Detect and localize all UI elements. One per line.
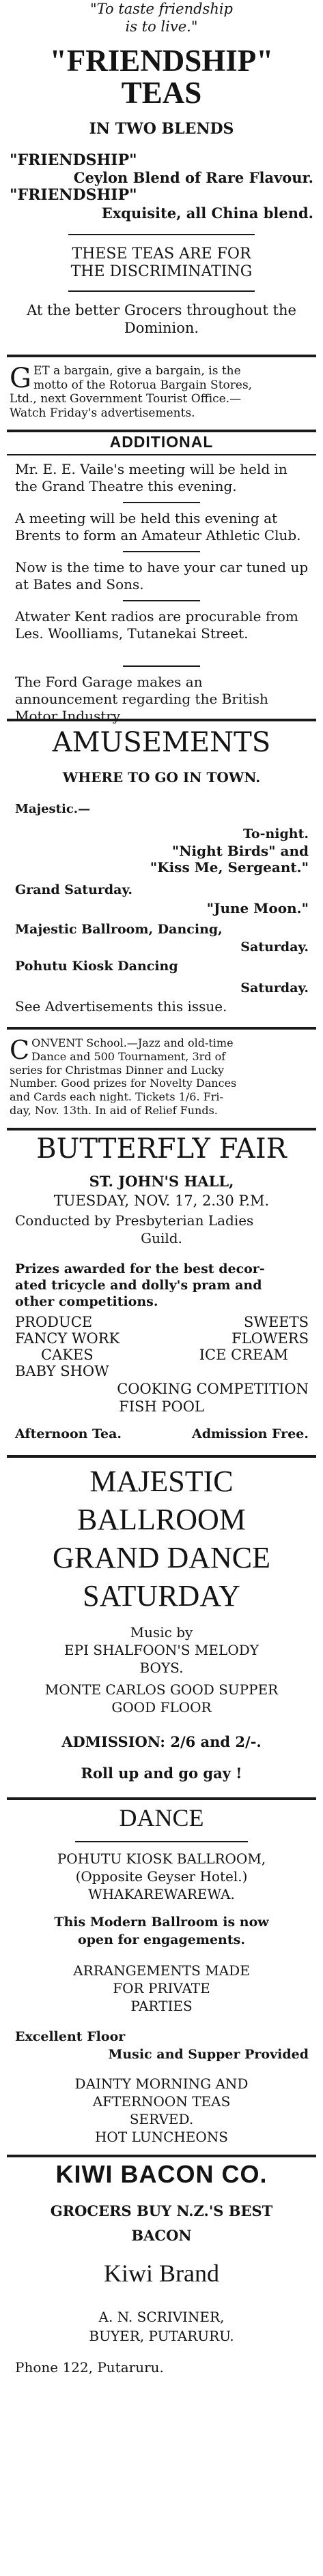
excellent-floor: Excellent Floor: [15, 2029, 126, 2044]
grand-saturday: Grand Saturday.: [15, 882, 132, 897]
additional-item: A meeting will be held this evening at Brents to form an Amateur Athletic Club.: [15, 510, 301, 543]
divider: [123, 600, 200, 601]
blend1-name: "FRIENDSHIP": [10, 151, 137, 169]
grocers-buy: GROCERS BUY N.Z.'S BEST: [50, 2202, 273, 2219]
additional-item: Atwater Kent radios are procurable from Les. Woolliams, Tutanekai Street.: [15, 608, 298, 642]
modern-line-2: open for engagements.: [78, 1932, 245, 1947]
saturday-1: Saturday.: [240, 940, 309, 955]
cakes: CAKES: [41, 1347, 94, 1363]
venue-line-1: POHUTU KIOSK BALLROOM,: [57, 1851, 266, 1867]
section-rule: [7, 1797, 316, 1800]
prizes-line-3: other competitions.: [15, 1294, 158, 1309]
cooking-competition: COOKING COMPETITION: [117, 1381, 309, 1397]
bargain-line-3: Ltd., next Government Tourist Office.—: [10, 392, 242, 406]
produce: PRODUCE: [15, 1314, 93, 1330]
section-rule: [7, 1128, 316, 1130]
friendship-title: "FRIENDSHIP": [49, 44, 274, 78]
amusements-heading: AMUSEMENTS: [52, 727, 271, 758]
butterfly-fair-title: BUTTERFLY FAIR: [36, 1133, 287, 1165]
fair-date: TUESDAY, NOV. 17, 2.30 P.M.: [53, 1193, 270, 1209]
baby-show: BABY SHOW: [15, 1363, 109, 1379]
hall-name: ST. JOHN'S HALL,: [89, 1173, 234, 1190]
tagline-2: THE DISCRIMINATING: [70, 263, 253, 280]
band-name-2: BOYS.: [139, 1660, 184, 1676]
additional-heading: ADDITIONAL: [109, 433, 214, 451]
section-rule: [7, 2155, 316, 2157]
saturday-line: SATURDAY: [83, 1579, 240, 1613]
bacon-line: BACON: [131, 2227, 192, 2244]
section-rule: [7, 430, 316, 432]
conducted-by-1: Conducted by Presbyterian Ladies: [15, 1212, 254, 1229]
convent-line-5: and Cards each night. Tickets 1/6. Fri-: [10, 1090, 223, 1104]
grand-dance-line: GRAND DANCE: [53, 1541, 270, 1574]
two-blends: IN TWO BLENDS: [89, 120, 234, 138]
convent-line-6: day, Nov. 13th. In aid of Relief Funds.: [10, 1104, 218, 1118]
arrangements-line-3: PARTIES: [130, 1998, 193, 2014]
conducted-by-2: Guild.: [141, 1230, 182, 1246]
afternoon-tea: Afternoon Tea.: [15, 1426, 122, 1441]
dance-heading: DANCE: [119, 1804, 204, 1831]
buyer-name: A. N. SCRIVINER,: [98, 2309, 225, 2325]
convent-line-3: series for Christmas Dinner and Lucky: [10, 1063, 225, 1077]
supper-line-2: GOOD FLOOR: [111, 1699, 212, 1716]
additional-item: Mr. E. E. Vaile's meeting will be held in the Grand Theatre this evening.: [15, 461, 287, 494]
teas-line-3: SERVED.: [129, 2111, 194, 2127]
quote-line-1: "To taste friendship: [89, 1, 233, 17]
teas-line-2: AFTERNOON TEAS: [92, 2093, 231, 2110]
dropcap-letter: C: [10, 1035, 30, 1065]
roll-up: Roll up and go gay !: [81, 1765, 242, 1782]
modern-line-1: This Modern Ballroom is now: [54, 1915, 269, 1930]
section-rule: [7, 355, 316, 357]
venue-line-3: WHAKAREWAREWA.: [88, 1886, 235, 1902]
rotorua-bargain-ad: [10, 364, 313, 421]
sweets: SWEETS: [243, 1314, 309, 1330]
saturday-2: Saturday.: [240, 980, 309, 995]
prizes-line-2: ated tricycle and dolly's pram and: [15, 1278, 262, 1293]
ice-cream: ICE CREAM: [199, 1347, 288, 1363]
divider: [68, 234, 255, 235]
majestic-ballroom-dancing: Majestic Ballroom, Dancing,: [15, 922, 223, 937]
prizes-line-1: Prizes awarded for the best decor-: [15, 1261, 265, 1276]
additional-item: Now is the time to have your car tuned up at Bates and Sons.: [15, 559, 309, 593]
divider: [123, 551, 200, 552]
ballroom-line: BALLROOM: [77, 1503, 246, 1536]
divider: [123, 502, 200, 503]
music-by: Music by: [130, 1624, 193, 1641]
admission-free: Admission Free.: [191, 1426, 309, 1441]
teas-title: TEAS: [121, 76, 202, 110]
section-rule: [7, 719, 316, 721]
june-moon: "June Moon.": [206, 900, 309, 916]
convent-line-2: Dance and 500 Tournament, 3rd of: [31, 1049, 226, 1063]
fish-pool: FISH POOL: [119, 1398, 204, 1415]
divider: [75, 1841, 248, 1842]
kiss-me-sergeant: "Kiss Me, Sergeant.": [150, 859, 309, 875]
hot-luncheons: HOT LUNCHEONS: [94, 2129, 229, 2145]
music-supper-provided: Music and Supper Provided: [108, 2047, 309, 2062]
additional-item: The Ford Garage makes an announcement regarding the British Motor Industry.: [15, 674, 268, 724]
section-rule: [7, 1027, 316, 1030]
buyer-location: BUYER, PUTARURU.: [89, 2328, 234, 2344]
venue-line-2: (Opposite Geyser Hotel.): [75, 1868, 248, 1885]
grocers-line-1: At the better Grocers throughout the: [27, 302, 296, 318]
flowers: FLOWERS: [231, 1330, 309, 1347]
band-name-1: EPI SHALFOON'S MELODY: [64, 1642, 259, 1658]
supper-line-1: MONTE CARLOS GOOD SUPPER: [44, 1681, 279, 1698]
dropcap-letter: G: [10, 363, 31, 394]
pohutu-kiosk-dancing: Pohutu Kiosk Dancing: [15, 959, 178, 974]
admission-prices: ADMISSION: 2/6 and 2/-.: [61, 1733, 262, 1750]
phone-number: Phone 122, Putaruru.: [15, 2359, 164, 2376]
bargain-line-2: motto of the Rotorua Bargain Stores,: [33, 378, 253, 392]
amusements-subheading: WHERE TO GO IN TOWN.: [62, 769, 261, 785]
divider: [7, 454, 316, 455]
majestic-label: Majestic.—: [15, 802, 91, 816]
see-advertisements: See Advertisements this issue.: [15, 998, 227, 1015]
kiwi-bacon-title: KIWI BACON CO.: [55, 2160, 268, 2188]
divider: [123, 665, 200, 667]
night-birds: "Night Birds" and: [171, 843, 309, 859]
majestic-line: MAJESTIC: [89, 1465, 234, 1498]
blend2-name: "FRIENDSHIP": [10, 186, 137, 204]
bargain-line-1: ET a bargain, give a bargain, is the: [33, 364, 241, 378]
kiwi-brand: Kiwi Brand: [104, 2260, 219, 2287]
convent-dance-ad: [10, 1036, 313, 1118]
tonight: To-night.: [242, 826, 309, 841]
arrangements-line-1: ARRANGEMENTS MADE: [73, 1962, 250, 1979]
blend1-desc: Ceylon Blend of Rare Flavour.: [73, 169, 313, 186]
quote-line-2: is to live.": [125, 18, 198, 35]
fancy-work: FANCY WORK: [15, 1330, 120, 1347]
tagline-1: THESE TEAS ARE FOR: [72, 245, 251, 263]
bargain-line-4: Watch Friday's advertisements.: [10, 406, 195, 421]
blend2-desc: Exquisite, all China blend.: [101, 205, 313, 222]
section-rule: [7, 1455, 316, 1458]
convent-line-4: Number. Good prizes for Novelty Dances: [10, 1077, 237, 1090]
arrangements-line-2: FOR PRIVATE: [113, 1980, 210, 1996]
convent-line-1: ONVENT School.—Jazz and old-time: [31, 1036, 234, 1049]
teas-line-1: DAINTY MORNING AND: [74, 2076, 249, 2092]
divider: [68, 290, 255, 292]
grocers-line-2: Dominion.: [124, 320, 199, 336]
